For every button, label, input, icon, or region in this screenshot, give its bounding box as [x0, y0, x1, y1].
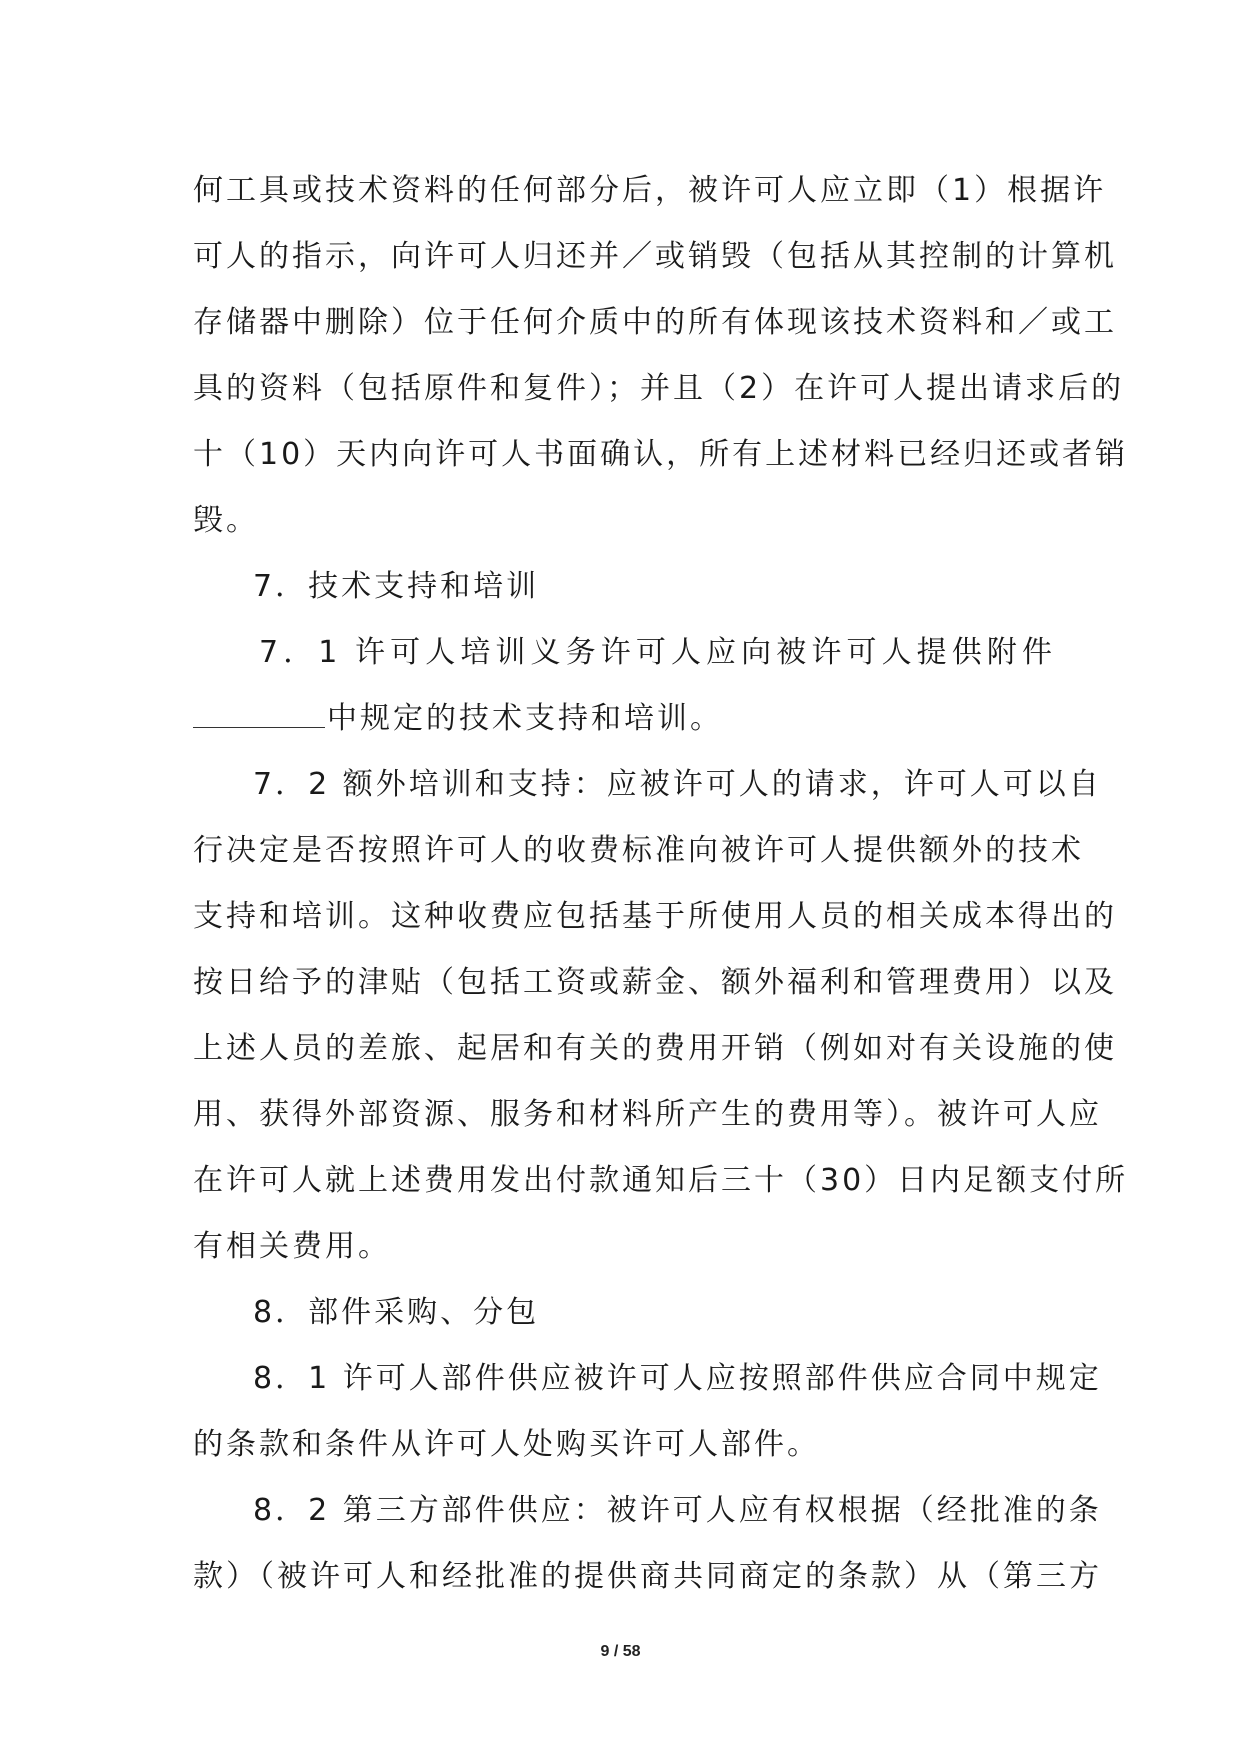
paragraph-line: [193, 686, 1055, 752]
paragraph-line: 上述人员的差旅、起居和有关的费用开销（例如对有关设施的使: [193, 1031, 1117, 1066]
paragraph-line: 8．1 许可人部件供应被许可人应按照部件供应合同中规定: [253, 1361, 1102, 1396]
section-heading: 8．部件采购、分包: [253, 1295, 540, 1330]
paragraph-line: 的条款和条件从许可人处购买许可人部件。: [193, 1427, 820, 1462]
body-text: [193, 158, 1129, 1610]
paragraph-line: 何工具或技术资料的任何部分后，被许可人应立即（1）根据许: [193, 173, 1107, 208]
paragraph-line: 7．1 许可人培训义务许可人应向被许可人提供附件: [259, 635, 1055, 670]
paragraph-line: 款）（被许可人和经批准的提供商共同商定的条款）从（第三方: [193, 1559, 1102, 1594]
paragraph-line: 按日给予的津贴（包括工资或薪金、额外福利和管理费用）以及: [193, 965, 1117, 1000]
paragraph-line: 在许可人就上述费用发出付款通知后三十（30）日内足额支付所: [193, 1163, 1129, 1198]
fill-in-blank: [193, 701, 325, 728]
section-heading: 7．技术支持和培训: [253, 569, 540, 604]
paragraph-line: 支持和培训。这种收费应包括基于所使用人员的相关成本得出的: [193, 899, 1117, 934]
paragraph-line: 用、获得外部资源、服务和材料所产生的费用等）。被许可人应: [193, 1097, 1102, 1132]
paragraph-line: 毁。: [193, 503, 259, 538]
paragraph-line: 7．2 额外培训和支持：应被许可人的请求，许可人可以自: [253, 767, 1102, 802]
paragraph-line: 十（10）天内向许可人书面确认，所有上述材料已经归还或者销: [193, 437, 1129, 472]
paragraph-line-text: 中规定的技术支持和培训。: [327, 701, 723, 736]
paragraph-line: 存储器中删除）位于任何介质中的所有体现该技术资料和／或工: [193, 305, 1117, 340]
page-number: 9 / 58: [600, 1643, 641, 1660]
paragraph-line: 行决定是否按照许可人的收费标准向被许可人提供额外的技术: [193, 833, 1084, 868]
paragraph-line: 具的资料（包括原件和复件）；并且（2）在许可人提出请求后的: [193, 371, 1125, 406]
paragraph-line: 有相关费用。: [193, 1229, 391, 1264]
paragraph-line: 可人的指示，向许可人归还并／或销毁（包括从其控制的计算机: [193, 239, 1117, 274]
paragraph-line: 8．2 第三方部件供应：被许可人应有权根据（经批准的条: [253, 1493, 1102, 1528]
